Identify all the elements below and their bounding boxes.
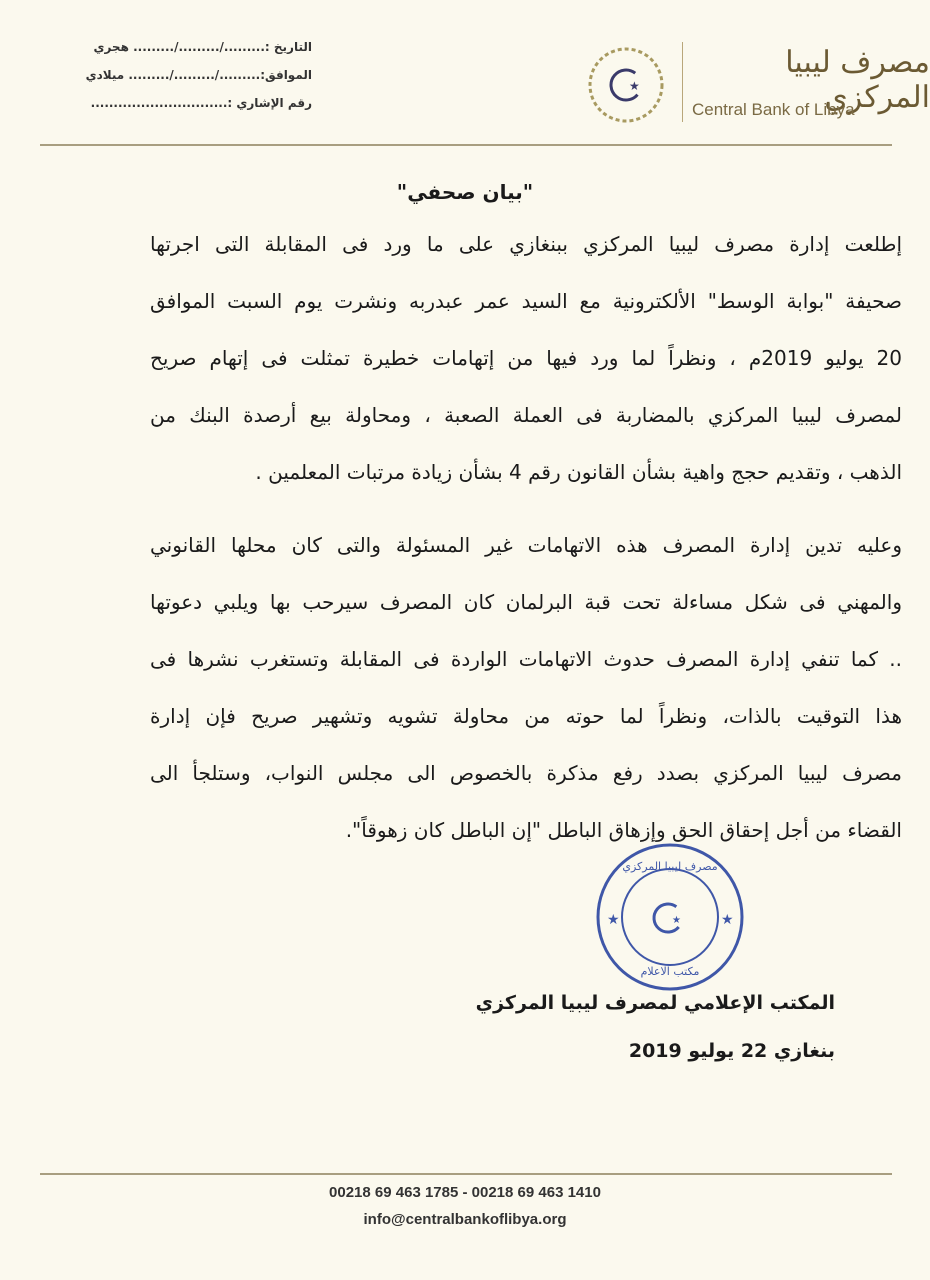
bank-name-arabic: مصرف ليبيا المركزي [785,45,930,115]
text-line: .. كما تنفي إدارة المصرف حدوث الاتهامات الواردة فى المقابلة وتستغرب نشرها فى [150,647,902,671]
official-stamp [593,840,748,995]
text-line: 20 يوليو 2019م ، ونظراً لما ورد فيها من إتهامات خطيرة تمثلت فى إتهام صريح [150,346,902,370]
stamp-text-bottom: مكتب الاعلام [640,965,700,978]
gregorian-date-field: الموافق:........./........./......... ميلادي [85,68,312,82]
signature-place-date: بنغازي 22 يوليو 2019 [628,1040,835,1062]
header-divider [40,144,892,146]
svg-text:★: ★ [672,915,681,926]
hijri-date-field: التاريخ :........./........./......... هجري [93,40,312,54]
svg-text:★: ★ [721,912,734,928]
text-line: مصرف ليبيا المركزي بصدد رفع مذكرة بالخصوص الى مجلس النواب، وستلجأ الى [150,761,902,785]
svg-text:★: ★ [607,912,620,928]
svg-text:★: ★ [629,79,640,93]
text-line: وعليه تدين إدارة المصرف هذه الاتهامات غير المسئولة والتى كان محلها القانوني [150,533,902,557]
bank-name-english: Central Bank of Libya [692,100,855,119]
stamp-text-top: مصرف ليبيا المركزي [622,860,718,873]
text-line: القضاء من أجل إحقاق الحق وإزهاق الباطل "إن الباطل كان زهوقاً". [345,818,902,842]
footer-phones: 00218 69 463 1785 - 00218 69 463 1410 [329,1184,601,1201]
logo-divider [682,42,683,122]
text-line: والمهني فى شكل مساءلة تحت قبة البرلمان كان المصرف سيرحب بها ويلبي دعوتها [150,590,902,614]
text-line: صحيفة "بوابة الوسط" الألكترونية مع السيد عمر عبدربه ونشرت يوم السبت الموافق [150,289,902,313]
document-title: "بيان صحفي" [396,180,534,204]
text-line: لمصرف ليبيا المركزي بالمضاربة فى العملة الصعبة ، ومحاولة بيع أرصدة البنك من [150,403,902,427]
signature-office: المكتب الإعلامي لمصرف ليبيا المركزي [475,992,835,1014]
text-line: هذا التوقيت بالذات، ونظراً لما حوته من محاولة تشويه وتشهير صريح فإن إدارة [150,704,902,728]
footer-divider [40,1173,892,1175]
footer-email[interactable]: info@centralbankoflibya.org [363,1211,567,1228]
bank-emblem-icon [585,42,667,128]
text-line: إطلعت إدارة مصرف ليبيا المركزي ببنغازي على ما ورد فى المقابلة التى اجرتها [150,232,902,256]
text-line: الذهب ، وتقديم حجج واهية بشأن القانون رقم 4 بشأن زيادة مرتبات المعلمين . [255,460,902,484]
reference-number-field: رقم الإشاري :.............................. [90,96,312,110]
